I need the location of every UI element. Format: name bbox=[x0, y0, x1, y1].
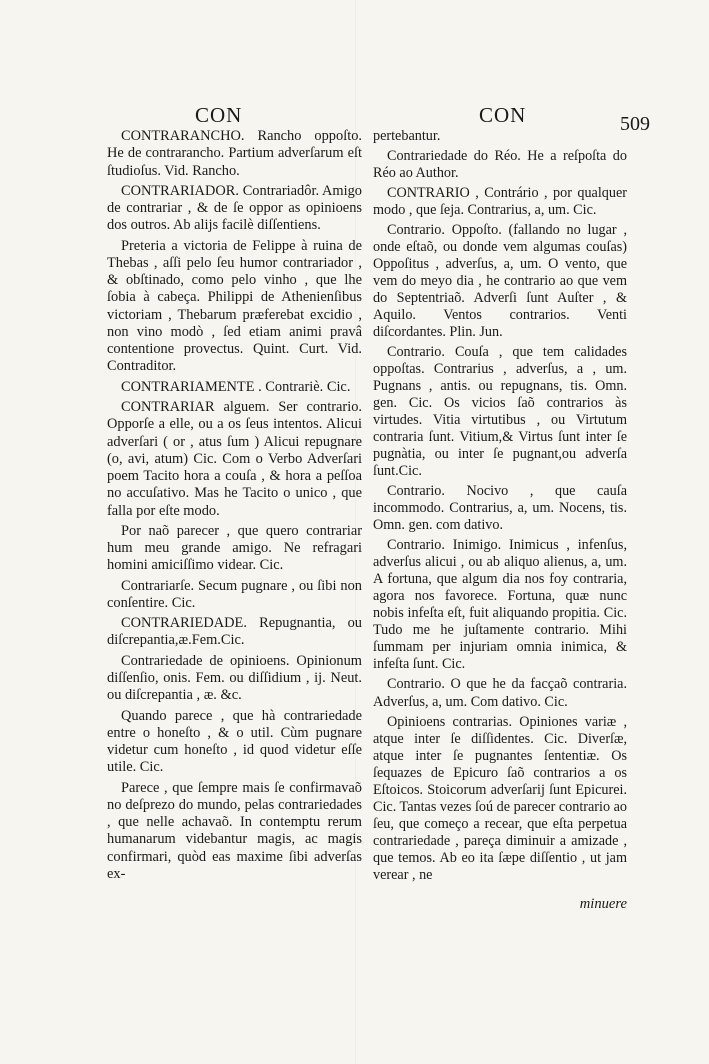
entry-paragraph: CONTRARIAMENTE . Contrariè. Cic. bbox=[121, 378, 351, 395]
entry-paragraph: Contrariedade de opinioens. Opinionum diſſenſio, onis. Fem. ou diſſidium , ij. Neut. ou diſcrepantia , æ. &c. bbox=[107, 652, 362, 704]
entry-paragraph: Contrario. Inimigo. Inimicus , infenſus, adverſus alicui , ou ab aliquo alienus, a, um. A fortuna, que algum dia nos foy contraria, agora nos favorece. Fortuna, quæ nunc nobis infeſta eſt, fuit aliquando propitia. Cic. Tudo me he juſtamente contrario. Mihi ſummam per injuriam omnia inimica, & infeſta ſunt. Cic. bbox=[373, 537, 627, 673]
entry-paragraph: Contrario. O que he da facçaõ contraria. Adverſus, a, um. Com dativo. Cic. bbox=[373, 676, 627, 710]
entry-paragraph: Contrariarſe. Secum pugnare , ou ſibi non conſentire. Cic. bbox=[107, 577, 362, 611]
entry-paragraph: Quando parece , que hà contrariedade entre o honeſto , & o util. Cùm pugnare videtur cum honeſto , id quod videtur eſſe utile. Cic. bbox=[107, 707, 362, 776]
entry-paragraph: CONTRARANCHO. Rancho oppoſto. He de contrarancho. Partium adverſarum eſt ſtudioſus. Vid. Rancho. bbox=[107, 128, 362, 179]
entry-paragraph: Contrario. Nocivo , que cauſa incommodo. Contrarius, a, um. Nocens, tis. Omn. gen. com dativo. bbox=[373, 483, 627, 534]
entry-paragraph: CONTRARIAR alguem. Ser contrario. Opporſe a elle, ou a os ſeus intentos. Alicui adverſari ( or , atus ſum ) Alicui repugnare (o, avi, atum) Cic. Com o Verbo Adverſari poem Tacito hora a couſa , & hora a peſſoa no accuſativo. Mas he Tacito o unico , que falla por eſte modo. bbox=[107, 398, 362, 519]
entry-paragraph: Preteria a victoria de Felippe à ruina de Thebas , aſſi pelo ſeu humor contrariador , & obſtinado, como pelo vinho , que lhe ſobia à cabeça. Philippi de Athenienſibus victoriam , Thebarum præferebat excidio , non vino modò , ſed etiam animi pravâ contentione provectus. Quint. Curt. Vid. Contraditor. bbox=[107, 237, 362, 375]
entry-paragraph: Contrario. Couſa , que tem calidades oppoſtas. Contrarius , adverſus, a , um. Pugnans , antis. ou repugnans, tis. Omn. gen. Cic. Os vicios ſaõ contrarios às virtudes. Vitia virtutibus , ou Virtutum contraria ſunt. Vitium,& Virtus ſunt inter ſe pugnàtia, ou inter ſe pugnant,ou adverſa ſunt.Cic. bbox=[373, 344, 627, 480]
catchword: minuere bbox=[579, 896, 627, 912]
entry-paragraph: pertebantur. bbox=[373, 128, 441, 144]
right-column bbox=[373, 128, 627, 887]
entry-paragraph: CONTRARIEDADE. Repugnantia, ou diſcrepantia,æ.Fem.Cic. bbox=[107, 615, 362, 649]
entry-paragraph: CONTRARIO , Contrário , por qualquer modo , que ſeja. Contrarius, a, um. Cic. bbox=[373, 185, 627, 219]
entry-paragraph: Contrario. Oppoſto. (fallando no lugar , onde eſtaõ, ou donde vem algumas couſas) Oppoſitus , adverſus, a, um. O vento, que vem do meyo dia , he contrario ao que vem do Septentriaõ. Adverſi ſunt Auſter , & Aquilo. Ventos contrarios. Venti diſcordantes. Plin. Jun. bbox=[373, 222, 627, 341]
left-column bbox=[107, 128, 362, 886]
entry-paragraph: Parece , que ſempre mais ſe confirmavaõ no deſprezo do mundo, pelas contrariedades , que nelle achavaõ. In contemptu rerum humanarum videbantur magis, ac magis confirmari, quòd eas maxime ſibi adverſas ex- bbox=[107, 779, 362, 882]
entry-paragraph: Por naõ parecer , que quero contrariar hum meu grande amigo. Ne refragari homini amiciſſimo videar. Cic. bbox=[107, 522, 362, 574]
entry-paragraph: Opinioens contrarias. Opiniones variæ , atque inter ſe diſſidentes. Cic. Diverſæ, atque inter ſe pugnantes ſententiæ. Os ſequazes de Epicuro ſaõ contrarios a os Eſtoicos. Stoicorum adverſarij ſunt Epicurei. Cic. Tantas vezes ſoú de parecer contrario ao ſeu, que começo a recear, que eſta perpetua contrariedade , pareça diminuir a amizade , que temos. Ab eo ita ſæpe diſſentio , ut jam verear , ne bbox=[373, 713, 628, 883]
entry-paragraph: Contrariedade do Réo. He a reſpoſta do Réo ao Author. bbox=[373, 148, 627, 182]
entry-paragraph: CONTRARIADOR. Contrariadôr. Amigo de contrariar , & de ſe oppor as opinioens dos outros. Ab alijs facilè diſſentiens. bbox=[107, 182, 362, 234]
running-header-left: CON bbox=[195, 103, 243, 127]
page-number: 509 bbox=[620, 113, 650, 135]
running-header-right: CON bbox=[479, 103, 527, 127]
